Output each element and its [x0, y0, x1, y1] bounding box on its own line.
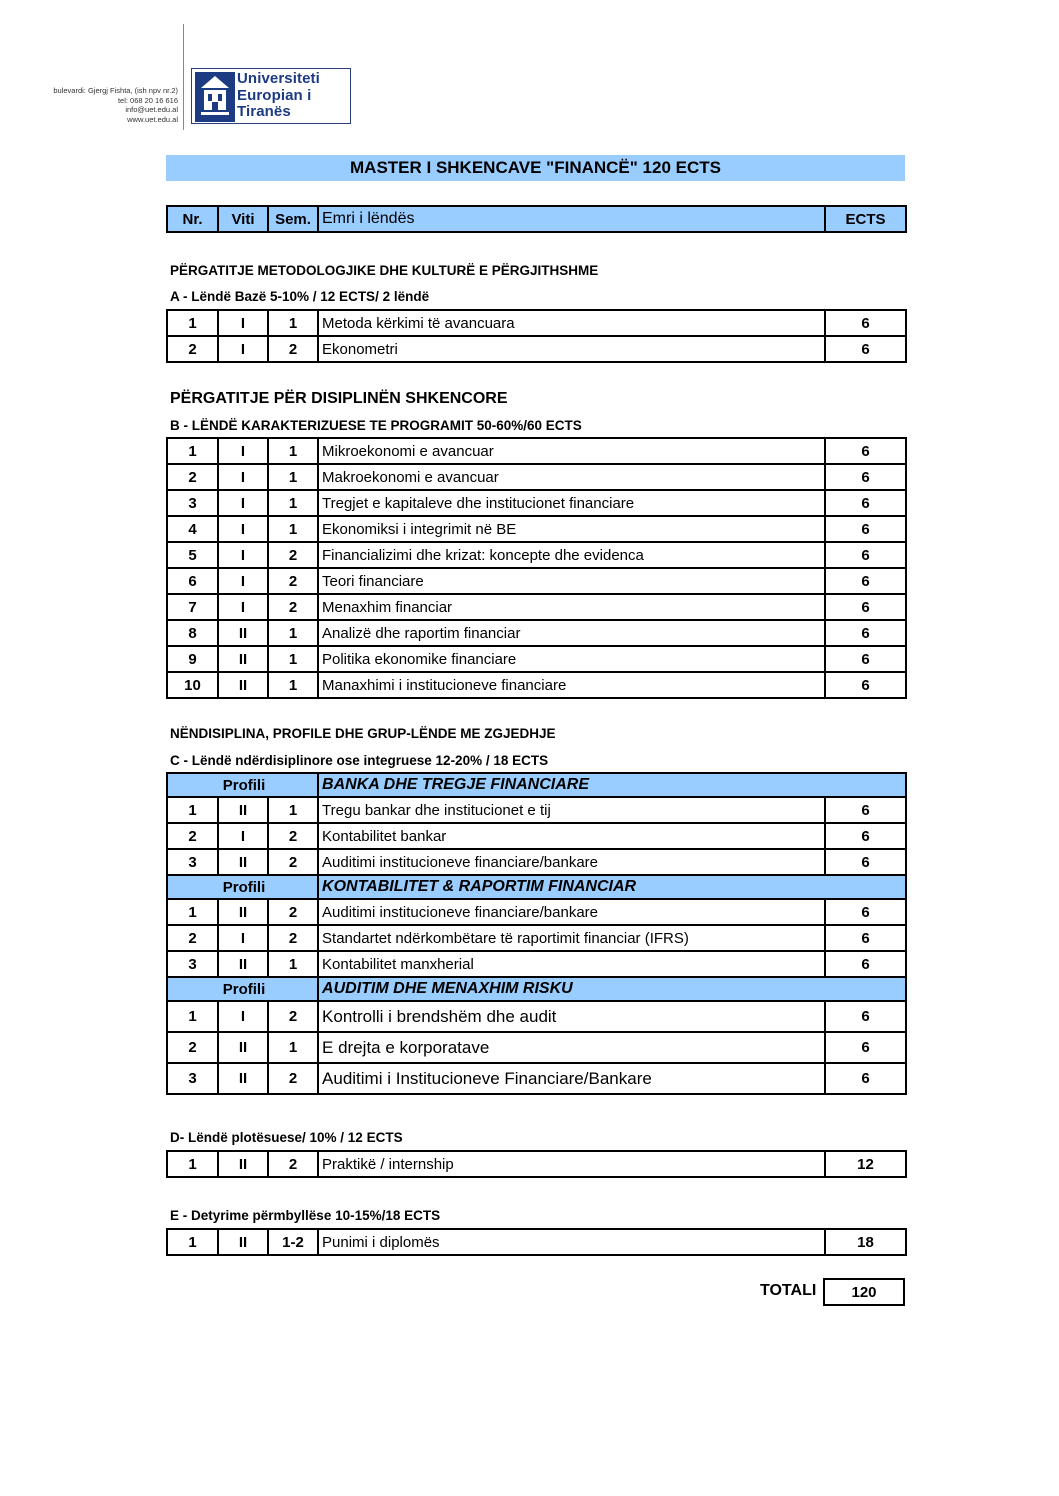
course-row	[167, 951, 906, 977]
col-name-header: Emri i lëndës	[318, 206, 825, 232]
course-ects: 6	[825, 672, 906, 698]
course-ects: 6	[825, 620, 906, 646]
course-ects: 6	[825, 568, 906, 594]
course-row	[167, 1229, 906, 1255]
course-name: Tregjet e kapitaleve dhe institucionet financiare	[318, 490, 825, 516]
course-semester: 1	[268, 490, 318, 516]
section-c-table	[166, 772, 907, 1095]
profile-header-row	[167, 875, 906, 899]
course-year: II	[218, 899, 268, 925]
course-ects: 18	[825, 1229, 906, 1255]
course-name: Auditimi institucioneve financiare/bankare	[318, 849, 825, 875]
logo-line: Tiranës	[237, 103, 291, 120]
profile-label: Profili	[167, 773, 318, 797]
course-name: Punimi i diplomës	[318, 1229, 825, 1255]
course-ects: 6	[825, 925, 906, 951]
course-nr: 1	[167, 438, 218, 464]
course-semester: 1-2	[268, 1229, 318, 1255]
course-nr: 1	[167, 310, 218, 336]
course-nr: 4	[167, 516, 218, 542]
course-row	[167, 925, 906, 951]
course-row	[167, 849, 906, 875]
col-ects-header: ECTS	[825, 206, 906, 232]
header-divider	[183, 24, 184, 130]
course-row	[167, 899, 906, 925]
course-name: Auditimi i Institucioneve Financiare/Bankare	[318, 1063, 825, 1094]
course-row	[167, 464, 906, 490]
course-ects: 6	[825, 797, 906, 823]
col-viti-header: Viti	[218, 206, 268, 232]
logo-line: Europian i	[237, 86, 312, 104]
course-ects: 6	[825, 1063, 906, 1094]
course-year: II	[218, 849, 268, 875]
course-row	[167, 646, 906, 672]
course-year: I	[218, 336, 268, 362]
course-semester: 1	[268, 516, 318, 542]
logo-text	[237, 71, 320, 121]
profile-name: BANKA DHE TREGJE FINANCIARE	[318, 773, 906, 797]
course-name: Kontrolli i brendshëm dhe audit	[318, 1001, 825, 1032]
course-year: I	[218, 925, 268, 951]
course-ects: 6	[825, 951, 906, 977]
section-d-subheading: D- Lëndë plotësuese/ 10% / 12 ECTS	[170, 1130, 403, 1145]
course-year: I	[218, 438, 268, 464]
course-row	[167, 797, 906, 823]
course-ects: 6	[825, 1032, 906, 1063]
course-ects: 6	[825, 594, 906, 620]
course-ects: 12	[825, 1151, 906, 1177]
course-year: I	[218, 594, 268, 620]
course-semester: 1	[268, 464, 318, 490]
course-semester: 1	[268, 672, 318, 698]
course-row	[167, 336, 906, 362]
course-year: I	[218, 568, 268, 594]
page-title: MASTER I SHKENCAVE "FINANCË" 120 ECTS	[166, 155, 905, 181]
section-e-subheading: E - Detyrime përmbyllëse 10-15%/18 ECTS	[170, 1208, 441, 1223]
total-label: TOTALI	[760, 1282, 817, 1299]
phone-line: tel: 068 20 16 616	[117, 95, 178, 105]
course-nr: 8	[167, 620, 218, 646]
course-name: Auditimi institucioneve financiare/bankare	[318, 899, 825, 925]
course-nr: 2	[167, 823, 218, 849]
course-ects: 6	[825, 849, 906, 875]
profile-name: KONTABILITET & RAPORTIM FINANCIAR	[318, 875, 906, 899]
section-e-table	[166, 1228, 907, 1256]
course-year: I	[218, 310, 268, 336]
course-nr: 1	[167, 1001, 218, 1032]
profile-header-row	[167, 773, 906, 797]
course-semester: 2	[268, 542, 318, 568]
course-name: Tregu bankar dhe institucionet e tij	[318, 797, 825, 823]
course-nr: 7	[167, 594, 218, 620]
address-line: bulevardi: Gjergj Fishta, (ish npv nr.2)	[53, 86, 178, 95]
course-nr: 1	[167, 1151, 218, 1177]
course-ects: 6	[825, 336, 906, 362]
course-row	[167, 594, 906, 620]
course-ects: 6	[825, 899, 906, 925]
course-row	[167, 438, 906, 464]
course-semester: 1	[268, 951, 318, 977]
course-semester: 1	[268, 797, 318, 823]
profile-name: AUDITIM DHE MENAXHIM RISKU	[318, 977, 906, 1001]
course-nr: 10	[167, 672, 218, 698]
course-row	[167, 310, 906, 336]
course-year: II	[218, 672, 268, 698]
course-year: I	[218, 823, 268, 849]
course-ects: 6	[825, 490, 906, 516]
course-ects: 6	[825, 310, 906, 336]
course-row	[167, 1001, 906, 1032]
course-name: Mikroekonomi e avancuar	[318, 438, 825, 464]
profile-label: Profili	[167, 977, 318, 1001]
course-name: Makroekonomi e avancuar	[318, 464, 825, 490]
course-name: Kontabilitet bankar	[318, 823, 825, 849]
section-a-heading: PËRGATITJE METODOLOGJIKE DHE KULTURË E PËRGJITHSHME	[170, 263, 599, 278]
course-name: Politika ekonomike financiare	[318, 646, 825, 672]
course-nr: 2	[167, 336, 218, 362]
course-semester: 2	[268, 849, 318, 875]
course-year: II	[218, 646, 268, 672]
course-year: II	[218, 1151, 268, 1177]
course-semester: 1	[268, 646, 318, 672]
course-year: II	[218, 620, 268, 646]
course-nr: 3	[167, 951, 218, 977]
course-name: Ekonometri	[318, 336, 825, 362]
course-semester: 1	[268, 620, 318, 646]
course-name: Menaxhim financiar	[318, 594, 825, 620]
course-semester: 2	[268, 823, 318, 849]
course-year: II	[218, 951, 268, 977]
course-year: II	[218, 1063, 268, 1094]
course-ects: 6	[825, 1001, 906, 1032]
course-name: Metoda kërkimi të avancuara	[318, 310, 825, 336]
course-year: I	[218, 516, 268, 542]
course-nr: 3	[167, 849, 218, 875]
website-line: www.uet.edu.al	[127, 114, 178, 124]
university-emblem-icon	[195, 72, 235, 122]
course-row	[167, 620, 906, 646]
course-name: Financializimi dhe krizat: koncepte dhe evidenca	[318, 542, 825, 568]
course-year: I	[218, 490, 268, 516]
course-nr: 2	[167, 925, 218, 951]
course-row	[167, 823, 906, 849]
course-row	[167, 568, 906, 594]
section-b-subheading: B - LËNDË KARAKTERIZUESE TE PROGRAMIT 50-60%/60 ECTS	[170, 418, 582, 433]
course-row	[167, 1032, 906, 1063]
course-row	[167, 672, 906, 698]
course-ects: 6	[825, 542, 906, 568]
course-row	[167, 1151, 906, 1177]
column-header-row	[167, 206, 906, 232]
course-nr: 9	[167, 646, 218, 672]
course-semester: 1	[268, 1032, 318, 1063]
course-year: II	[218, 1229, 268, 1255]
course-name: Manaxhimi i institucioneve financiare	[318, 672, 825, 698]
section-a-subheading: A - Lëndë Bazë 5-10% / 12 ECTS/ 2 lëndë	[170, 289, 430, 304]
course-semester: 1	[268, 438, 318, 464]
course-name: Teori financiare	[318, 568, 825, 594]
course-ects: 6	[825, 646, 906, 672]
section-b-heading: PËRGATITJE PËR DISIPLINËN SHKENCORE	[170, 390, 508, 407]
email-line: info@uet.edu.al	[125, 105, 178, 114]
profile-header-row	[167, 977, 906, 1001]
course-nr: 1	[167, 1229, 218, 1255]
logo-line: Universiteti	[237, 70, 320, 87]
university-logo	[191, 68, 351, 124]
course-year: I	[218, 542, 268, 568]
section-b-table	[166, 437, 907, 699]
section-d-table	[166, 1150, 907, 1178]
course-name: Praktikë / internship	[318, 1151, 825, 1177]
course-year: II	[218, 1032, 268, 1063]
section-c-heading: NËNDISIPLINA, PROFILE DHE GRUP-LËNDE ME ZGJEDHJE	[170, 726, 556, 741]
course-year: I	[218, 1001, 268, 1032]
col-sem-header: Sem.	[268, 206, 318, 232]
course-semester: 2	[268, 925, 318, 951]
course-ects: 6	[825, 464, 906, 490]
course-semester: 2	[268, 568, 318, 594]
course-nr: 2	[167, 464, 218, 490]
section-a-table	[166, 309, 907, 363]
col-nr-header: Nr.	[167, 206, 218, 232]
course-ects: 6	[825, 438, 906, 464]
course-row	[167, 1063, 906, 1094]
column-header-table	[166, 205, 907, 233]
total-value: 120	[823, 1278, 905, 1306]
course-row	[167, 542, 906, 568]
course-row	[167, 490, 906, 516]
course-year: II	[218, 797, 268, 823]
profile-label: Profili	[167, 875, 318, 899]
course-row	[167, 516, 906, 542]
course-semester: 2	[268, 899, 318, 925]
course-ects: 6	[825, 823, 906, 849]
course-name: Standartet ndërkombëtare të raportimit financiar (IFRS)	[318, 925, 825, 951]
course-nr: 1	[167, 899, 218, 925]
course-nr: 3	[167, 1063, 218, 1094]
course-semester: 2	[268, 594, 318, 620]
course-semester: 1	[268, 310, 318, 336]
course-name: Analizë dhe raportim financiar	[318, 620, 825, 646]
section-c-subheading: C - Lëndë ndërdisiplinore ose integruese 12-20% / 18 ECTS	[170, 753, 549, 768]
course-name: E drejta e korporatave	[318, 1032, 825, 1063]
course-name: Kontabilitet manxherial	[318, 951, 825, 977]
course-nr: 6	[167, 568, 218, 594]
address-block	[40, 86, 178, 124]
course-semester: 2	[268, 336, 318, 362]
course-semester: 2	[268, 1151, 318, 1177]
course-year: I	[218, 464, 268, 490]
course-name: Ekonomiksi i integrimit në BE	[318, 516, 825, 542]
course-nr: 3	[167, 490, 218, 516]
course-semester: 2	[268, 1001, 318, 1032]
course-semester: 2	[268, 1063, 318, 1094]
course-nr: 2	[167, 1032, 218, 1063]
course-ects: 6	[825, 516, 906, 542]
course-nr: 5	[167, 542, 218, 568]
course-nr: 1	[167, 797, 218, 823]
